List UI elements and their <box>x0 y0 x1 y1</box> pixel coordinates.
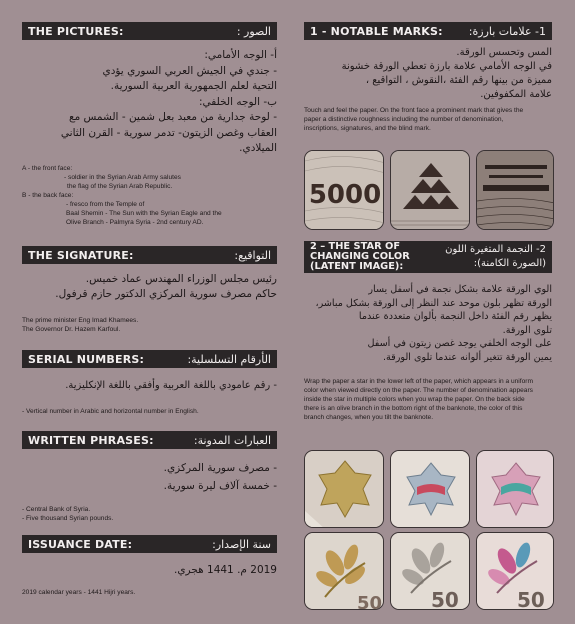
ar-line: الوي الورقة علامة بشكل نجمة في أسفل يسار <box>368 284 552 295</box>
thumb-olive-multicolor <box>476 532 554 610</box>
thumb-olive-silver <box>390 532 470 610</box>
en-line: paper a distinctive roughness including the number of denomination, <box>304 116 504 123</box>
issuance-en-text <box>22 588 277 597</box>
serial-title-ar: الأرقام التسلسلية: <box>187 352 271 366</box>
ar-line: علامة المكفوفين. <box>480 89 552 100</box>
ar-line: حاكم مصرف سورية المركزي الدكتور حازم قرفول. <box>55 288 277 300</box>
denomination-mark-image <box>305 151 384 230</box>
marks-title-ar: 1- علامات بارزة: <box>468 24 546 38</box>
thumb-olive-gold <box>304 532 384 610</box>
olive-silver-image <box>391 533 470 610</box>
issuance-header <box>22 535 277 553</box>
star-title-ar <box>445 243 546 271</box>
ar-line: التحية لعلم الجمهورية العربية السورية. <box>110 80 277 92</box>
marks-en-text <box>304 106 552 133</box>
pictures-header <box>22 22 277 40</box>
star-title-en <box>310 242 410 272</box>
blind-mark-image <box>391 151 470 230</box>
thumb-inscription-mark <box>476 150 554 230</box>
marks-title-en: 1 - NOTABLE MARKS: <box>310 24 443 38</box>
issuance-title-en: ISSUANCE DATE: <box>28 537 133 551</box>
thumb-star-blue <box>390 450 470 528</box>
serial-en-text <box>22 407 277 416</box>
inscription-mark-image <box>477 151 554 230</box>
ar-line: يمين الورقة تتغير ألوانه عندما تلوى الورقة. <box>382 351 552 363</box>
marks-ar-text <box>304 46 552 102</box>
signature-title-en: THE SIGNATURE: <box>28 248 134 262</box>
star-gold-image <box>305 451 384 528</box>
star-blue-image <box>391 451 470 528</box>
olive-multicolor-image <box>477 533 554 610</box>
star-header <box>304 241 552 273</box>
phrases-en-text <box>22 505 277 523</box>
en-line: - Vertical number in Arabic and horizontal number in English. <box>22 408 199 415</box>
serial-ar-text <box>22 378 277 393</box>
issuance-title-ar: سنة الإصدار: <box>212 537 271 551</box>
en-line: color when viewed directly on the paper. The number of denomination appears <box>304 387 533 394</box>
pictures-ar-text <box>22 48 277 157</box>
ar-line: المس وتحسس الورقة. <box>456 47 552 58</box>
en-line: A - the front face: <box>22 165 73 172</box>
denomination-mark-number: 5000 <box>308 180 382 210</box>
olive-gold-number: 50 <box>357 593 383 610</box>
en-line: 2019 calendar years - 1441 Hijri years. <box>22 589 136 596</box>
ar-line: - لوحة جدارية من معبد بعل شمين - الشمس مع <box>68 111 277 123</box>
en-line: Olive Branch - Palmyra Syria - 2nd century AD. <box>66 219 204 226</box>
phrases-ar-text <box>22 459 277 495</box>
ar-line: العقاب وغصن الزيتون- تدمر سورية - القرن الثاني <box>60 126 277 139</box>
star-title-ar-line: (الصورة الكامنة): <box>473 258 546 269</box>
signature-title-ar: التواقيع: <box>234 248 271 262</box>
en-line: B - the back face: <box>22 192 74 199</box>
star-title-en-line: 2 – THE STAR OF <box>310 241 401 252</box>
en-line: The prime minister Eng Imad Khamees. <box>22 317 139 324</box>
star-multicolor-image <box>477 451 554 528</box>
ar-line: تلوى الورقة. <box>502 324 552 336</box>
en-line: - soldier in the Syrian Arab Army salutes <box>64 174 181 181</box>
serial-title-en: SERIAL NUMBERS: <box>28 352 145 366</box>
olive-silver-number: 50 <box>431 588 459 610</box>
en-line: Touch and feel the paper. On the front face a prominent mark that gives the <box>304 107 524 114</box>
phrases-header <box>22 431 277 449</box>
en-line: Baal Shemin - The Sun with the Syrian Eagle and the <box>66 210 222 217</box>
en-line: - fresco from the Temple of <box>66 201 145 208</box>
en-line: - Central Bank of Syria. <box>22 506 91 513</box>
issuance-ar-text <box>22 563 277 578</box>
ar-line: مميزة من بينها رقم الفئة ،النقوش ، التواقيع ، <box>365 75 552 86</box>
phrases-title-en: WRITTEN PHRASES: <box>28 433 154 447</box>
ar-line: - رقم عامودي باللغة العربية وأفقي باللغة الإنكليزية. <box>65 380 277 391</box>
pictures-title-ar: الصور : <box>236 24 271 38</box>
olive-multicolor-number: 50 <box>517 588 545 610</box>
en-line: inside the star in multiple colors when you wrap the paper. On the back side <box>304 396 525 403</box>
star-en-text <box>304 377 552 422</box>
ar-line: على الوجه الخلفي يوجد غصن زيتون في أسفل <box>367 338 552 350</box>
ar-line: الورقة تظهر بلون موحد عند النظر إلى الورقة بشكل مباشر، <box>315 297 552 309</box>
olive-gold-image <box>305 533 384 610</box>
ar-line: الميلادي. <box>239 142 277 154</box>
en-line: The Governor Dr. Hazem Karfoul. <box>22 326 121 333</box>
star-ar-text <box>304 283 552 365</box>
pictures-title-en: THE PICTURES: <box>28 24 124 38</box>
en-line: inscriptions, signatures, and the blind mark. <box>304 125 431 132</box>
star-title-ar-line: 2- النجمة المتغيرة اللون <box>445 244 546 255</box>
en-line: branch changes, when you tilt the banknote. <box>304 414 434 421</box>
thumb-blind-mark <box>390 150 470 230</box>
star-title-en-line: (LATENT IMAGE): <box>310 261 404 272</box>
ar-line: 2019 م. 1441 هجري. <box>174 564 277 576</box>
marks-header <box>304 22 552 40</box>
en-line: Wrap the paper a star in the lower left of the paper, which appears in a uniform <box>304 378 533 385</box>
ar-line: رئيس مجلس الوزراء المهندس عماد خميس. <box>85 273 277 285</box>
star-title-en-line: CHANGING COLOR <box>310 251 410 262</box>
ar-line: ب- الوجه الخلفي: <box>199 95 277 108</box>
ar-line: - جندي في الجيش العربي السوري يؤدي <box>102 64 277 77</box>
thumb-denomination-mark <box>304 150 384 230</box>
phrases-title-ar: العبارات المدونة: <box>193 433 271 447</box>
ar-line: يظهر رقم الفئة داخل النجمة بألوان متعددة عندما <box>358 311 552 323</box>
en-line: the flag of the Syrian Arab Republic. <box>67 183 173 190</box>
ar-line: - خمسة آلاف ليرة سورية. <box>163 480 277 492</box>
pictures-en-text <box>22 164 277 227</box>
thumb-star-gold <box>304 450 384 528</box>
signature-en-text <box>22 316 277 334</box>
en-line: - Five thousand Syrian pounds. <box>22 515 114 522</box>
ar-line: - مصرف سورية المركزي. <box>163 462 277 474</box>
en-line: there is an olive branch in the bottom right of the banknote, the color of this <box>304 405 523 412</box>
signature-ar-text <box>22 272 277 302</box>
serial-header <box>22 350 277 368</box>
ar-line: في الوجه الأمامي علامة بارزة تعطي الورقة خشونة <box>341 61 552 72</box>
thumb-star-multicolor <box>476 450 554 528</box>
signature-header <box>22 246 277 264</box>
ar-line: أ- الوجه الأمامي: <box>204 49 277 61</box>
